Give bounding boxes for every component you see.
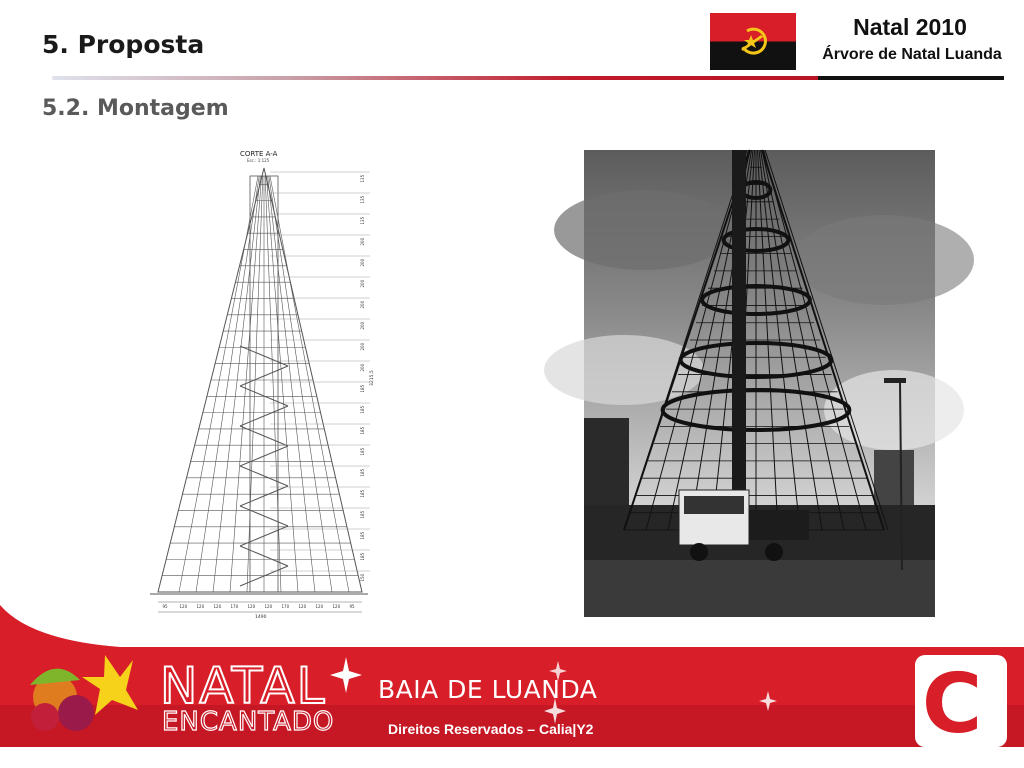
drawing-scale: Esc.: 1:125 (247, 158, 270, 163)
width-dim-label: 120 (315, 604, 324, 609)
height-dim-label: 135 (360, 195, 365, 204)
height-dim-label: 150 (360, 573, 365, 582)
width-dim-label: 120 (332, 604, 341, 609)
width-dim-label: 95 (349, 604, 355, 609)
width-dim-label: 120 (298, 604, 307, 609)
logo-natal: NATAL (160, 657, 327, 715)
height-dim-label: 185 (360, 552, 365, 561)
brand-logo (915, 655, 1007, 752)
height-dim-label: 135 (360, 216, 365, 225)
width-dim-label: 120 (196, 604, 205, 609)
height-dim-label: 200 (360, 279, 365, 288)
height-dim-label: 200 (360, 300, 365, 309)
brand-letter: C (922, 657, 983, 752)
total-width-label: 1490 (255, 615, 267, 620)
header-divider-dark (818, 76, 1004, 80)
height-dim-label: 185 (360, 468, 365, 477)
width-dim-label: 120 (247, 604, 256, 609)
width-dim-label: 95 (162, 604, 168, 609)
width-dim-label: 170 (230, 604, 239, 609)
height-dim-label: 200 (360, 237, 365, 246)
tree-structure (150, 168, 368, 594)
width-dim-label: 120 (179, 604, 188, 609)
height-dim-label: 185 (360, 510, 365, 519)
height-dim-label: 185 (360, 489, 365, 498)
height-dim-label: 185 (360, 531, 365, 540)
event-subtitle: Árvore de Natal Luanda (822, 46, 1002, 63)
width-dim-label: 120 (264, 604, 273, 609)
height-dimensions (270, 172, 370, 582)
height-dim-label: 200 (360, 258, 365, 267)
section-title: 5.2. Montagem (42, 96, 229, 121)
height-dim-label: 200 (360, 342, 365, 351)
height-dim-label: 185 (360, 426, 365, 435)
height-dim-label: 185 (360, 384, 365, 393)
height-dim-label: 185 (360, 405, 365, 414)
total-height-label: 3215,5 (370, 370, 375, 386)
location-label: BAIA DE LUANDA (378, 675, 598, 704)
tree-construction-photo (584, 150, 935, 617)
copyright-text: Direitos Reservados – Calia|Y2 (388, 721, 594, 737)
page-title: 5. Proposta (42, 30, 205, 59)
width-dim-label: 120 (213, 604, 222, 609)
height-dim-label: 200 (360, 363, 365, 372)
height-dim-label: 185 (360, 447, 365, 456)
height-dim-label: 200 (360, 321, 365, 330)
event-title: Natal 2010 (853, 14, 967, 40)
drawing-title: CORTE A-A (240, 150, 278, 158)
width-dim-label: 170 (281, 604, 290, 609)
technical-drawing (140, 146, 375, 620)
height-dim-label: 135 (360, 174, 365, 183)
angola-flag-icon (710, 13, 796, 70)
logo-encantado: ENCANTADO (162, 707, 335, 737)
